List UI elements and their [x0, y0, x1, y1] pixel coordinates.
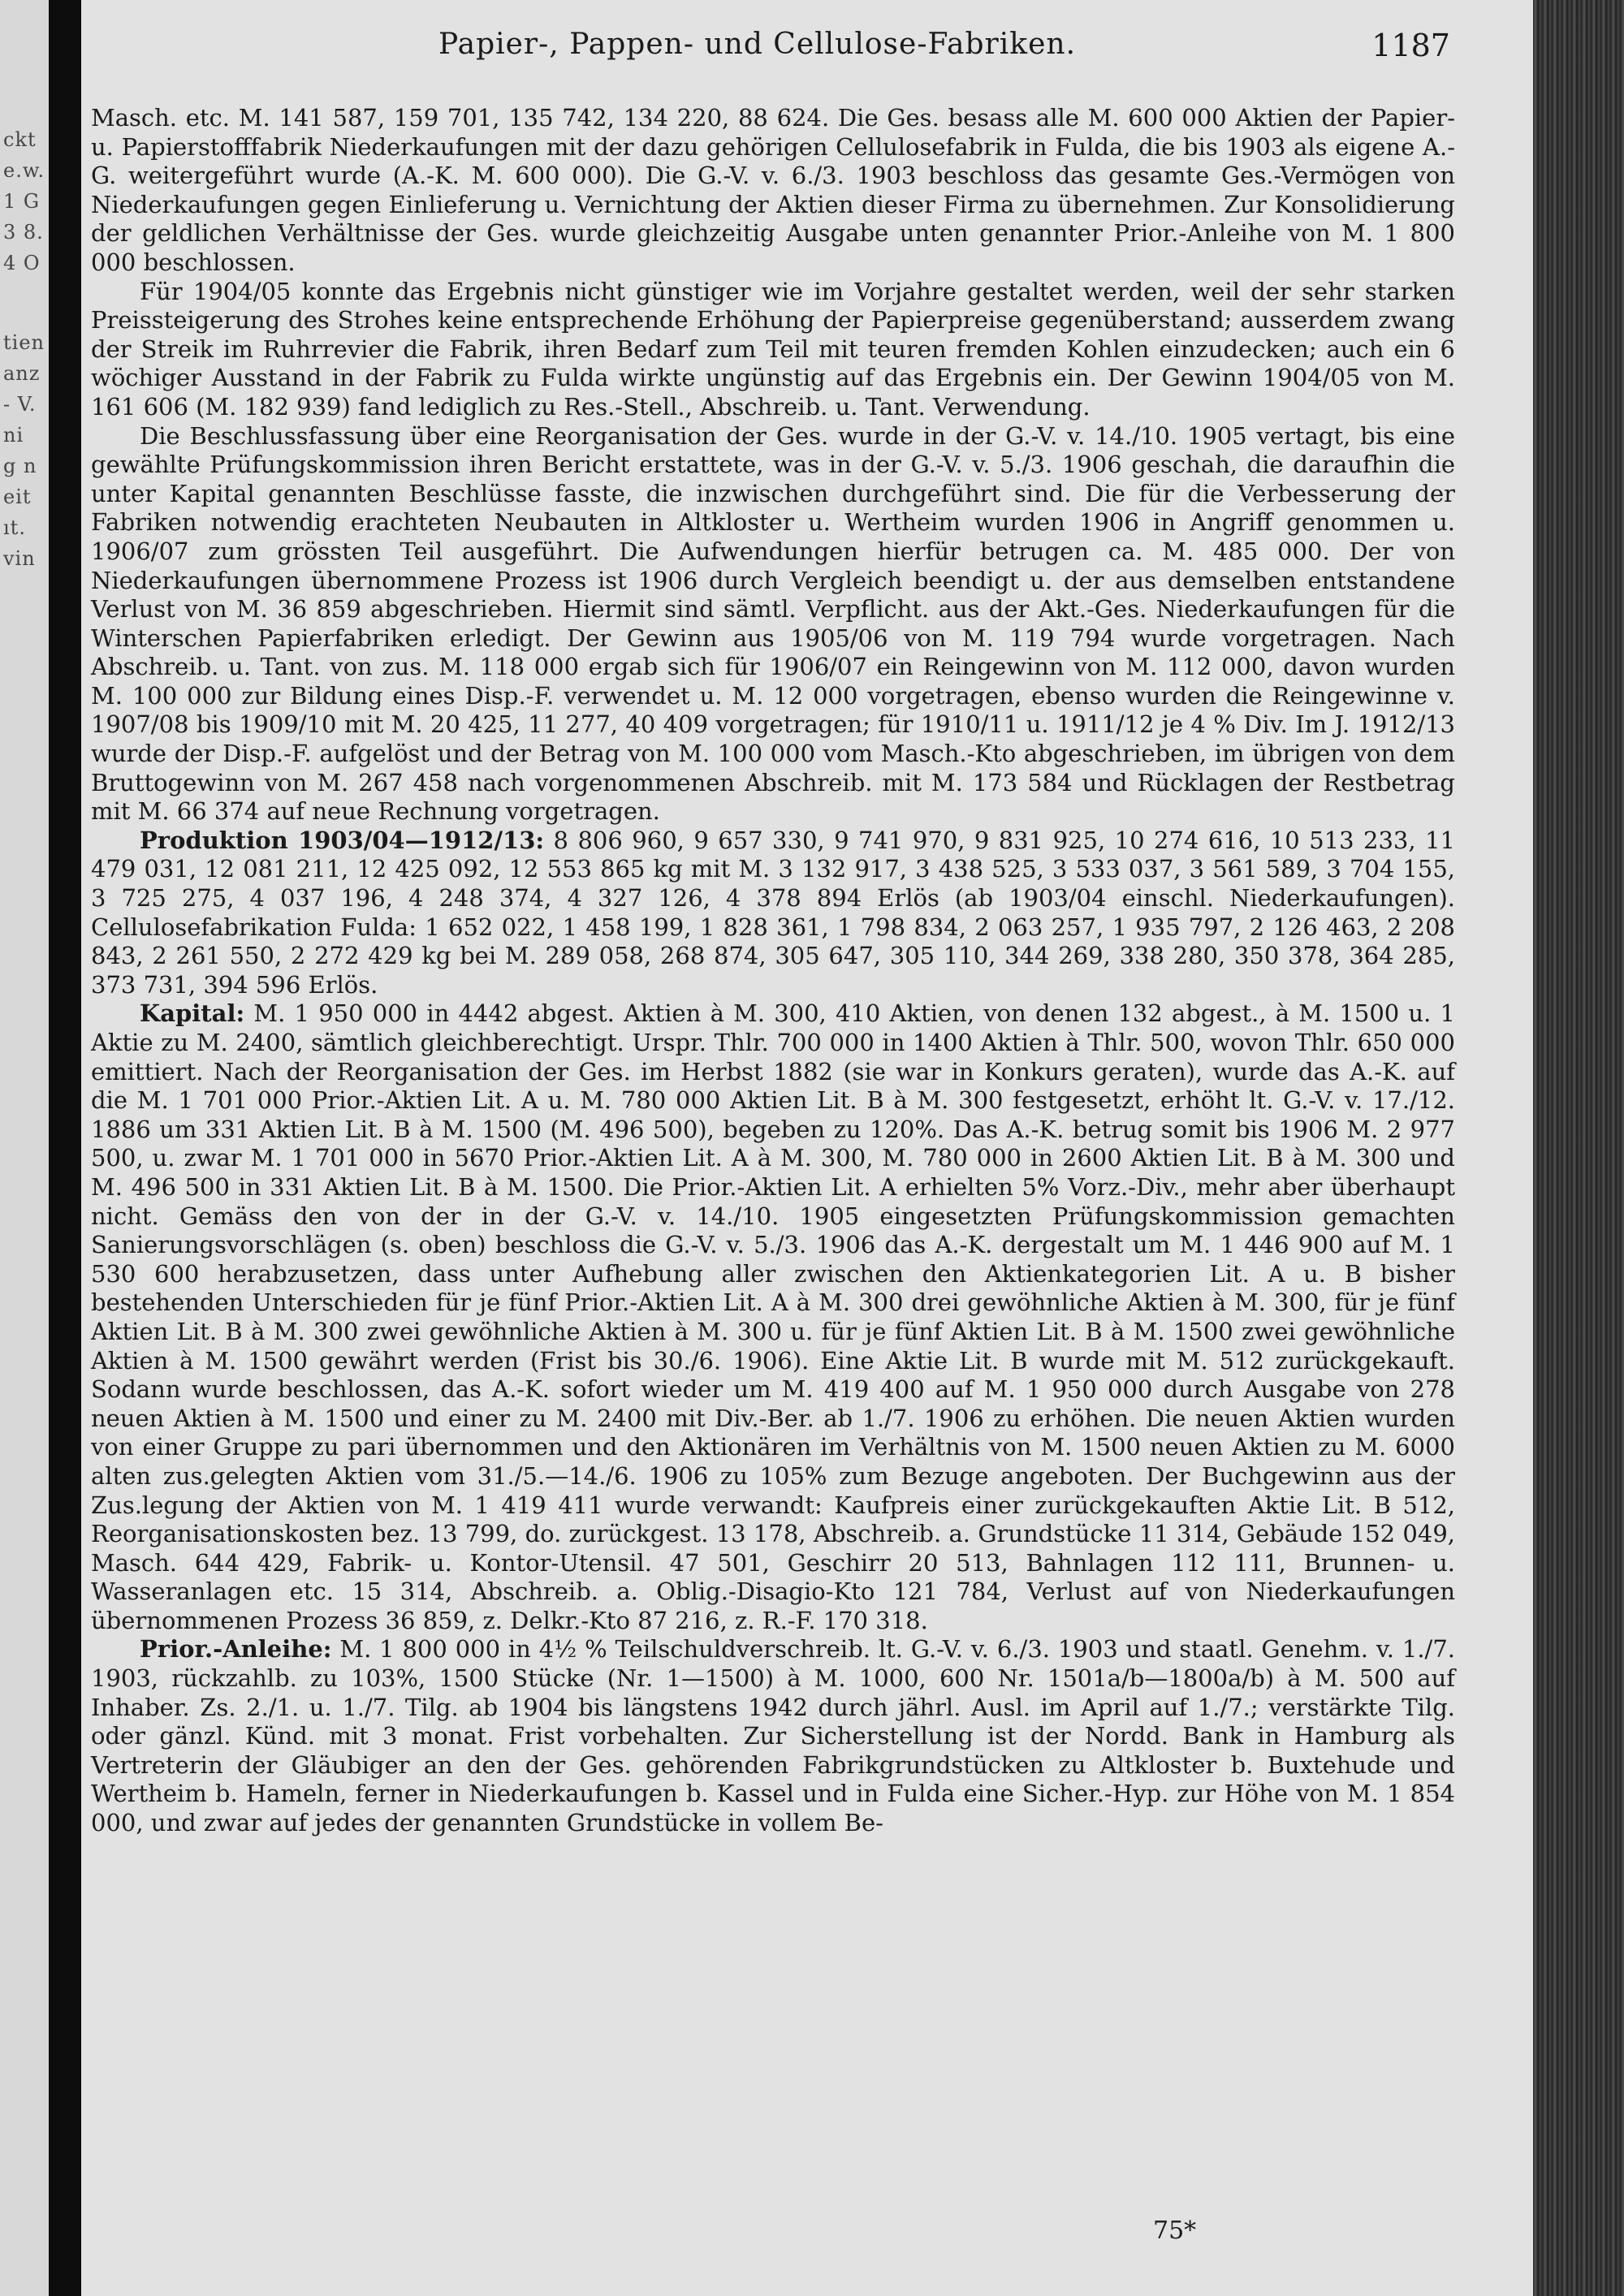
- margin-fragment: ni: [3, 424, 24, 447]
- section-heading-kapital: Kapital:: [140, 999, 245, 1028]
- margin-fragment: ıt.: [3, 516, 26, 539]
- page-edge: [1533, 0, 1624, 2296]
- document-page: [81, 0, 1533, 2296]
- margin-fragment: e.w.: [3, 159, 45, 182]
- margin-fragment: 4 O: [3, 252, 41, 274]
- section-heading-prior-anleihe: Prior.-Anleihe:: [140, 1635, 332, 1664]
- paragraph-prior-anleihe: [91, 1635, 1455, 1837]
- margin-fragment: vin: [3, 547, 36, 570]
- margin-fragment: eit: [3, 486, 32, 508]
- body-text: [91, 104, 1455, 1838]
- margin-fragment: g n: [3, 455, 37, 477]
- paragraph-text: Die Beschlussfassung über eine Reorganisation der Ges. wurde in der G.-V. v. 14./10. 1905 vertagt, bis eine gewählte Prüfungskommission ihren Bericht erstattete, was in der G.-V. v. 5./3. 1906 geschah, die daraufhin die unter Kapital genannten Beschlüsse fasste, die inzwischen durchgeführt sind. Die für die Verbesserung der Fabriken notwendig erachteten Neubauten in Altkloster u. Wertheim wurden 1906 in Angriff genommen u. 1906/07 zum grössten Teil ausgeführt. Die Aufwendungen hierfür betrugen ca. M. 485 000. Der von Niederkaufungen übernommene Prozess ist 1906 durch Vergleich beendigt u. der aus demselben entstandene Verlust von M. 36 859 abgeschrieben. Hiermit sind sämtl. Verpflicht. aus der Akt.-Ges. Niederkaufungen für die Winterschen Papierfabriken erledigt. Der Gewinn aus 1905/06 von M. 119 794 wurde vorgetragen. Nach Abschreib. u. Tant. von zus. M. 118 000 ergab sich für 1906/07 ein Reingewinn von M. 112 000, davon wurden M. 100 000 zur Bildung eines Disp.-F. verwendet u. M. 12 000 vorgetragen, ebenso wurden die Reingewinne v. 1907/08 bis 1909/10 mit M. 20 425, 11 277, 40 409 vorgetragen; für 1910/11 u. 1911/12 je 4 % Div. Im J. 1912/13 wurde der Disp.-F. aufgelöst und der Betrag von M. 100 000 vom Masch.-Kto abgeschrieben, im übrigen von dem Bruttogewinn von M. 267 458 nach vorgenommenen Abschreib. mit M. 173 584 und Rücklagen der Restbetrag mit M. 66 374 auf neue Rechnung vorgetragen.: [91, 421, 1455, 826]
- paragraph-kapital: [91, 999, 1455, 1635]
- paragraph-text: 8 806 960, 9 657 330, 9 741 970, 9 831 925, 10 274 616, 10 513 233, 11 479 031, 12 081 211, 12 425 092, 12 553 865 kg mit M. 3 132 917, 3 438 525, 3 533 037, 3 561 589, 3 704 155, 3 725 275, 4 037 196, 4 248 374, 4 327 126, 4 378 894 Erlös (ab 1903/04 einschl. Niederkaufungen). Cellulosefabrikation Fulda: 1 652 022, 1 458 199, 1 828 361, 1 798 834, 2 063 257, 1 935 797, 2 126 463, 2 208 843, 2 261 550, 2 272 429 kg bei M. 289 058, 268 874, 305 647, 305 110, 344 269, 338 280, 350 378, 364 285, 373 731, 394 596 Erlös.: [91, 826, 1455, 999]
- paragraph-text: M. 1 800 000 in 4½ % Teilschuldverschreib. lt. G.-V. v. 6./3. 1903 und staatl. Genehm. v. 1./7. 1903, rückzahlb. zu 103%, 1500 Stücke (Nr. 1—1500) à M. 1000, 600 Nr. 1501a/b—1800a/b) à M. 500 auf Inhaber. Zs. 2./1. u. 1./7. Tilg. ab 1904 bis längstens 1942 durch jährl. Ausl. im April auf 1./7.; verstärkte Tilg. oder gänzl. Künd. mit 3 monat. Frist vorbehalten. Zur Sicherstellung ist der Nordd. Bank in Hamburg als Vertreterin der Gläubiger an den der Ges. gehörenden Fabrikgrundstücken zu Altkloster b. Buxtehude und Wertheim b. Hameln, ferner in Niederkaufungen b. Kassel und in Fulda eine Sicher.-Hyp. zur Höhe von M. 1 854 000, und zwar auf jedes der genannten Grundstücke in vollem Be-: [91, 1635, 1455, 1837]
- paragraph: [91, 278, 1455, 422]
- margin-fragment: tien: [3, 331, 45, 354]
- margin-fragment: - V.: [3, 393, 37, 416]
- paragraph-produktion: [91, 826, 1455, 1000]
- signature-mark: 75*: [1153, 2216, 1197, 2245]
- adjacent-page-margin: [0, 0, 49, 2296]
- section-heading-produktion: Produktion 1903/04—1912/13:: [140, 826, 545, 854]
- paragraph: [91, 104, 1455, 278]
- page-header: [81, 28, 1533, 68]
- paragraph-text: Masch. etc. M. 141 587, 159 701, 135 742, 134 220, 88 624. Die Ges. besass alle M. 600 000 Aktien der Papier- u. Papierstofffabrik Niederkaufungen mit der dazu gehörigen Cellulosefabrik in Fulda, die bis 1903 als eigene A.-G. weitergeführt wurde (A.-K. M. 600 000). Die G.-V. v. 6./3. 1903 beschloss das gesamte Ges.-Vermögen von Niederkaufungen gegen Einlieferung u. Vernichtung der Aktien dieser Firma zu übernehmen. Zur Konsolidierung der geldlichen Verhältnisse der Ges. wurde gleichzeitig Ausgabe unten genannter Prior.-Anleihe von M. 1 800 000 beschlossen.: [91, 104, 1455, 276]
- running-title: Papier-, Pappen- und Cellulose-Fabriken.: [438, 28, 1077, 61]
- paragraph-text: Für 1904/05 konnte das Ergebnis nicht günstiger wie im Vorjahre gestaltet werden, weil der sehr starken Preissteigerung des Strohes keine entsprechende Erhöhung der Papierpreise gegenüberstand; ausserdem zwang der Streik im Ruhrrevier die Fabrik, ihren Bedarf zum Teil mit teuren fremden Kohlen einzudecken; auch ein 6 wöchiger Ausstand in der Fabrik zu Fulda wirkte ungünstig auf das Ergebnis ein. Der Gewinn 1904/05 von M. 161 606 (M. 182 939) fand lediglich zu Res.-Stell., Abschreib. u. Tant. Verwendung.: [91, 277, 1455, 421]
- paragraph: [91, 422, 1455, 826]
- paragraph-text: M. 1 950 000 in 4442 abgest. Aktien à M. 300, 410 Aktien, von denen 132 abgest., à M. 1500 u. 1 Aktie zu M. 2400, sämtlich gleichberechtigt. Urspr. Thlr. 700 000 in 1400 Aktien à Thlr. 500, wovon Thlr. 650 000 emittiert. Nach der Reorganisation der Ges. im Herbst 1882 (sie war in Konkurs geraten), wurde das A.-K. auf die M. 1 701 000 Prior.-Aktien Lit. A u. M. 780 000 Aktien Lit. B à M. 300 festgesetzt, erhöht lt. G.-V. v. 17./12. 1886 um 331 Aktien Lit. B à M. 1500 (M. 496 500), begeben zu 120%. Das A.-K. betrug somit bis 1906 M. 2 977 500, u. zwar M. 1 701 000 in 5670 Prior.-Aktien Lit. A à M. 300, M. 780 000 in 2600 Aktien Lit. B à M. 300 und M. 496 500 in 331 Aktien Lit. B à M. 1500. Die Prior.-Aktien Lit. A erhielten 5% Vorz.-Div., mehr aber überhaupt nicht. Gemäss den von der in der G.-V. v. 14./10. 1905 eingesetzten Prüfungskommission gemachten Sanierungsvorschlägen (s. oben) beschloss die G.-V. v. 5./3. 1906 das A.-K. dergestalt um M. 1 446 900 auf M. 1 530 600 herabzusetzen, dass unter Aufhebung aller zwischen den Aktienkategorien Lit. A u. B bisher bestehenden Unterschieden für je fünf Prior.-Aktien Lit. A à M. 300 drei gewöhnliche Aktien à M. 300, für je fünf Aktien Lit. B à M. 300 zwei gewöhnliche Aktien à M. 300 u. für je fünf Aktien Lit. B à M. 1500 zwei gewöhnliche Aktien à M. 1500 gewährt werden (Frist bis 30./6. 1906). Eine Aktie Lit. B wurde mit M. 512 zurückgekauft. Sodann wurde beschlossen, das A.-K. sofort wieder um M. 419 400 auf M. 1 950 000 durch Ausgabe von 278 neuen Aktien à M. 1500 und einer zu M. 2400 mit Div.-Ber. ab 1./7. 1906 zu erhöhen. Die neuen Aktien wurden von einer Gruppe zu pari übernommen und den Aktionären im Verhältnis von M. 1500 neuen Aktien zu M. 6000 alten zus.gelegten Aktien vom 31./5.—14./6. 1906 zu 105% zum Bezuge angeboten. Der Buchgewinn aus der Zus.legung der Aktien von M. 1 419 411 wurde verwandt: Kaufpreis einer zurückgekauften Aktie Lit. B 512, Reorganisationskosten bez. 13 799, do. zurückgest. 13 178, Abschreib. a. Grundstücke 11 314, Gebäude 152 049, Masch. 644 429, Fabrik- u. Kontor-Utensil. 47 501, Geschirr 20 513, Bahnlagen 112 111, Brunnen- u. Wasseranlagen etc. 15 314, Abschreib. a. Oblig.-Disagio-Kto 121 784, Verlust auf von Niederkaufungen übernommenen Prozess 36 859, z. Delkr.-Kto 87 216, z. R.-F. 170 318.: [91, 999, 1455, 1634]
- margin-fragment: 3 8.: [3, 221, 44, 244]
- margin-fragment: ckt: [3, 128, 37, 151]
- binding-shadow: [49, 0, 81, 2296]
- margin-fragment: anz: [3, 362, 41, 385]
- margin-fragment: 1 G: [3, 190, 41, 213]
- page-number: 1187: [1371, 28, 1450, 63]
